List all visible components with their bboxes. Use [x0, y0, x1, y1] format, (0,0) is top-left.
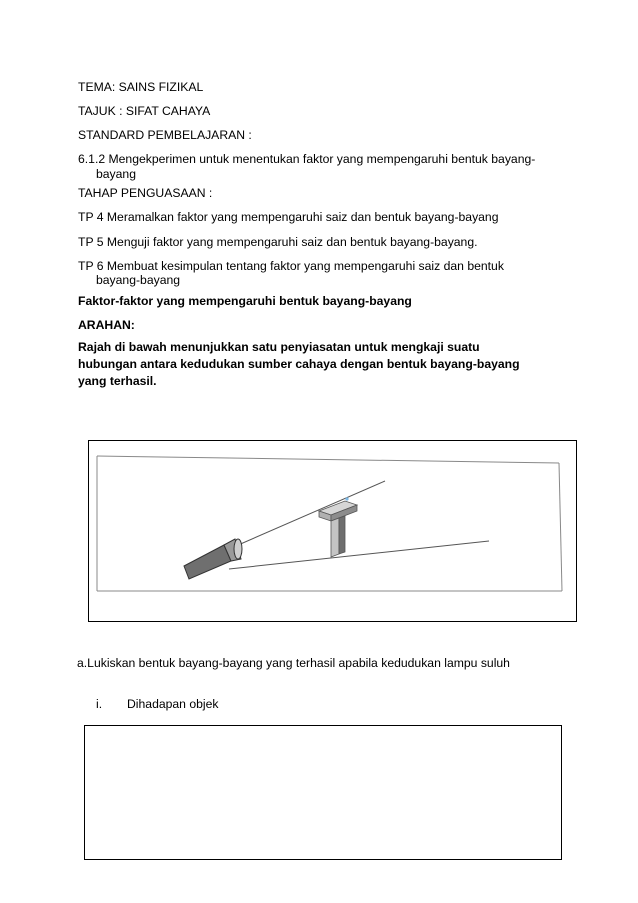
tp6-line-1: TP 6 Membuat kesimpulan tentang faktor yang mempengaruhi saiz dan bentuk: [78, 259, 504, 273]
tema-line: TEMA: SAINS FIZIKAL: [78, 80, 204, 94]
section-heading: Faktor-faktor yang mempengaruhi bentuk bayang-bayang: [78, 294, 412, 308]
tajuk-line: TAJUK : SIFAT CAHAYA: [78, 104, 211, 118]
sp-line-1: 6.1.2 Mengekperimen untuk menentukan faktor yang mempengaruhi bentuk bayang-: [78, 152, 536, 166]
tp6-line-2: bayang-bayang: [96, 273, 181, 287]
t-shaped-object-icon: [319, 497, 357, 557]
question-i-number: i.: [96, 697, 103, 711]
instruction-line-2: hubungan antara kedudukan sumber cahaya dengan bentuk bayang-bayang: [78, 357, 520, 371]
torch-icon: [184, 539, 242, 579]
tp5-line: TP 5 Menguji faktor yang mempengaruhi saiz dan bentuk bayang-bayang.: [78, 235, 478, 249]
question-i-text: Dihadapan objek: [127, 697, 219, 711]
instruction-line-3: yang terhasil.: [78, 374, 157, 388]
arahan-label: ARAHAN:: [78, 318, 135, 332]
diagram-surface-lines: [97, 456, 562, 591]
diagram-frame: [88, 440, 577, 622]
tahap-line: TAHAP PENGUASAAN :: [78, 186, 213, 200]
torch-object-diagram: [89, 441, 575, 620]
tp4-line: TP 4 Meramalkan faktor yang mempengaruhi saiz dan bentuk bayang-bayang: [78, 210, 499, 224]
sp-line-2: bayang: [96, 167, 136, 181]
standard-line: STANDARD PEMBELAJARAN :: [78, 128, 252, 142]
question-a: a.Lukiskan bentuk bayang-bayang yang terhasil apabila kedudukan lampu suluh: [77, 656, 510, 670]
answer-box[interactable]: [84, 725, 562, 860]
light-beam-lines: [229, 481, 489, 569]
instruction-line-1: Rajah di bawah menunjukkan satu penyiasatan untuk mengkaji suatu: [78, 340, 480, 354]
